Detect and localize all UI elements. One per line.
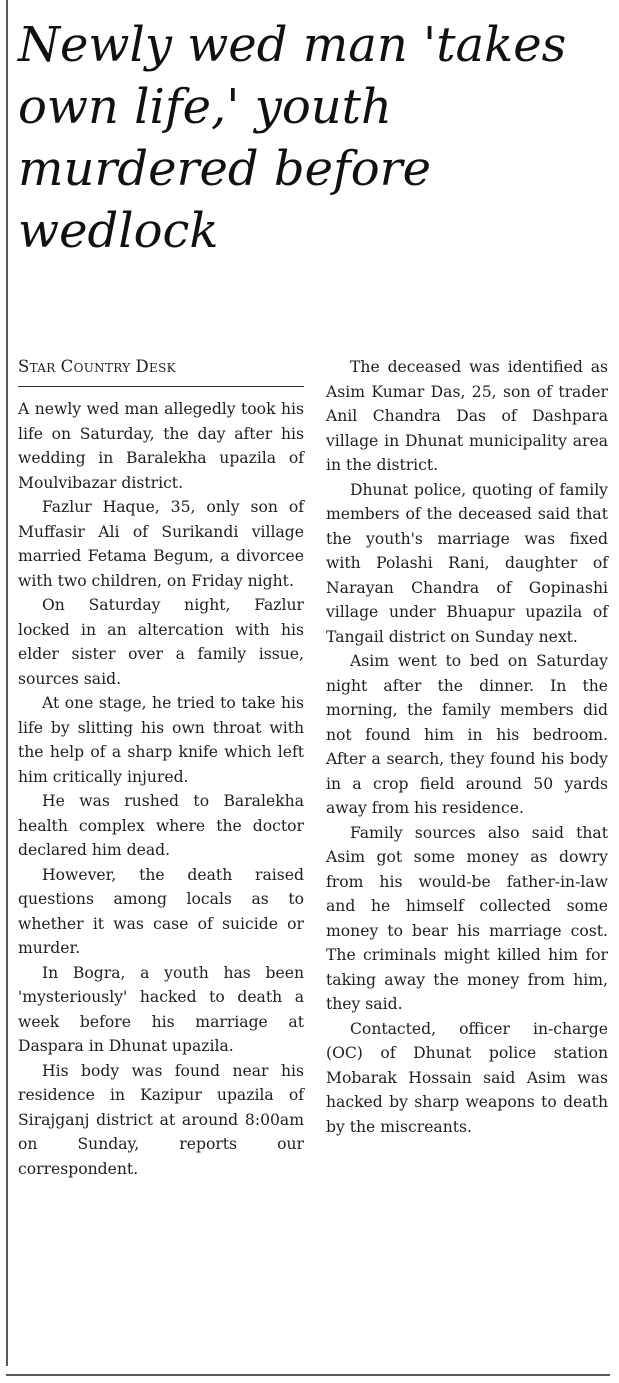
paragraph: Dhunat police, quoting of family members of the deceased said that the youth's marriage was fixed with Polashi Rani, daughter of Narayan Chandra of Gopinashi village under Bhuapur upazila of Tangail district on Sunday next. <box>326 480 608 646</box>
paragraph: He was rushed to Baralekha health complex where the doctor declared him dead. <box>18 792 304 859</box>
paragraph: Asim went to bed on Saturday night after the dinner. In the morning, the family members did not found him in his bedroom. After a search, they found his body in a crop field around 50 yards away from his residence. <box>326 652 608 817</box>
paragraph: On Saturday night, Fazlur locked in an altercation with his elder sister over a family issue, sources said. <box>18 596 304 688</box>
headline: Newly wed man 'takes own life,' youth murdered before wedlock <box>18 17 567 259</box>
paragraph: Family sources also said that Asim got some money as dowry from his would-be father-in-law and he himself collected some money to bear his marriage cost. The criminals might killed him for taking away the money from him, they said. <box>326 823 608 1013</box>
article-column-right <box>326 355 608 1139</box>
byline-country-initial: C <box>60 357 74 376</box>
paragraph: Contacted, officer in-charge (OC) of Dhunat police station Mobarak Hossain said Asim was hacked by sharp weapons to death by the miscreants. <box>326 1019 608 1136</box>
byline-star-rest: TAR <box>29 361 56 375</box>
byline-country-rest: OUNTRY <box>73 361 131 375</box>
paragraph: In Bogra, a youth has been 'mysteriously' hacked to death a week before his marriage at Daspara in Dhunat upazila. <box>18 963 304 1055</box>
byline-desk-rest: ESK <box>149 361 176 375</box>
paragraph: A newly wed man allegedly took his life on Saturday, the day after his wedding in Baralekha upazila of Moulvibazar district. <box>18 400 304 492</box>
paragraph: His body was found near his residence in Kazipur upazila of Sirajganj district at around 8:00am on Sunday, reports our correspondent. <box>18 1061 304 1178</box>
paragraph: The deceased was identified as Asim Kumar Das, 25, son of trader Anil Chandra Das of Dashpara village in Dhunat municipality area in the district. <box>326 358 608 474</box>
byline-desk-initial: D <box>135 357 150 376</box>
article-column-left <box>18 355 304 1181</box>
paragraph: Fazlur Haque, 35, only son of Muffasir Ali of Surikandi village married Fetama Begum, a divorcee with two children, on Friday night. <box>18 498 304 590</box>
paragraph: At one stage, he tried to take his life by slitting his own throat with the help of a sharp knife which left him critically injured. <box>18 694 304 786</box>
paragraph: However, the death raised questions among locals as to whether it was case of suicide or murder. <box>18 865 304 957</box>
bottom-border-rule <box>6 1374 610 1376</box>
left-border-rule <box>6 0 8 1366</box>
byline <box>18 355 304 387</box>
byline-star-initial: S <box>18 357 30 376</box>
